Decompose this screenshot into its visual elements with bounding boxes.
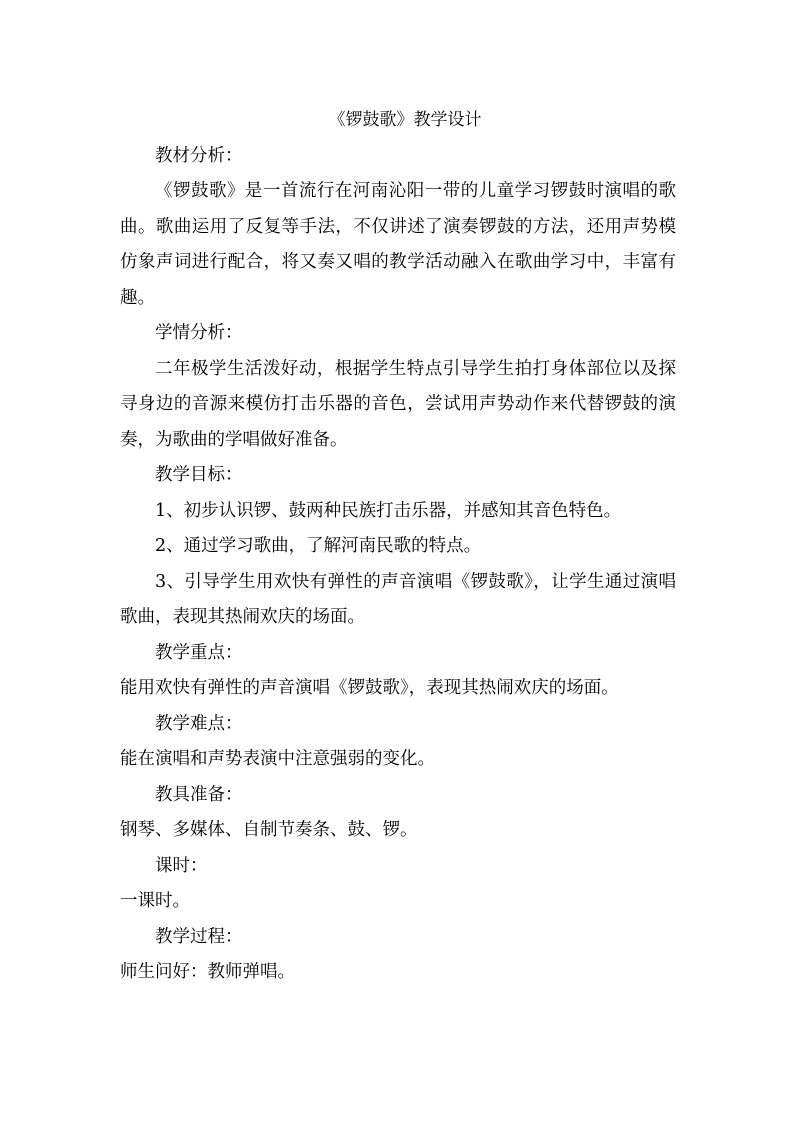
class-period-paragraph: 一课时。 xyxy=(120,891,190,911)
difficulties-heading: 教学难点： xyxy=(155,713,243,734)
key-points-heading: 教学重点： xyxy=(155,642,243,663)
document-title: 《锣鼓歌》教学设计 xyxy=(328,110,482,130)
student-analysis-heading: 学情分析： xyxy=(155,323,243,343)
key-points-paragraph: 能用欢快有弹性的声音演唱《锣鼓歌》，表现其热闹欢庆的场面。 xyxy=(120,678,619,698)
student-analysis-paragraph: 二年极学生活泼好动，根据学生特点引导学生拍打身体部位以及探寻身边的音源来模仿打击乐器的音色，尝试用声势动作来代替锣鼓的演奏，为歌曲的学唱做好准备。 xyxy=(120,358,676,450)
teaching-tools-heading: 教具准备： xyxy=(155,784,243,805)
teaching-process-heading: 教学过程： xyxy=(155,926,243,947)
teaching-goal-1: 1、初步认识锣、鼓两种民族打击乐器，并感知其音色特色。 xyxy=(155,500,622,521)
teaching-tools-paragraph: 钢琴、多媒体、自制节奏条、鼓、锣。 xyxy=(120,820,418,840)
teaching-goal-2: 2、通过学习歌曲，了解河南民歌的特点。 xyxy=(155,536,482,556)
teaching-goals-heading: 教学目标： xyxy=(155,465,243,485)
textbook-analysis-heading: 教材分析： xyxy=(155,145,243,166)
teaching-process-paragraph: 师生问好：教师弹唱。 xyxy=(120,962,295,982)
document-page xyxy=(120,103,676,991)
difficulties-paragraph: 能在演唱和声势表演中注意强弱的变化。 xyxy=(120,749,435,769)
teaching-goal-3: 3、引导学生用欢快有弹性的声音演唱《锣鼓歌》，让学生通过演唱歌曲，表现其热闹欢庆的场面。 xyxy=(120,571,676,627)
textbook-analysis-paragraph: 《锣鼓歌》是一首流行在河南沁阳一带的儿童学习锣鼓时演唱的歌曲。歌曲运用了反复等手法，不仅讲述了演奏锣鼓的方法，还用声势模仿象声词进行配合，将又奏又唱的教学活动融入在歌曲学习中，丰富有趣。 xyxy=(120,181,676,308)
class-period-heading: 课时： xyxy=(155,855,208,876)
